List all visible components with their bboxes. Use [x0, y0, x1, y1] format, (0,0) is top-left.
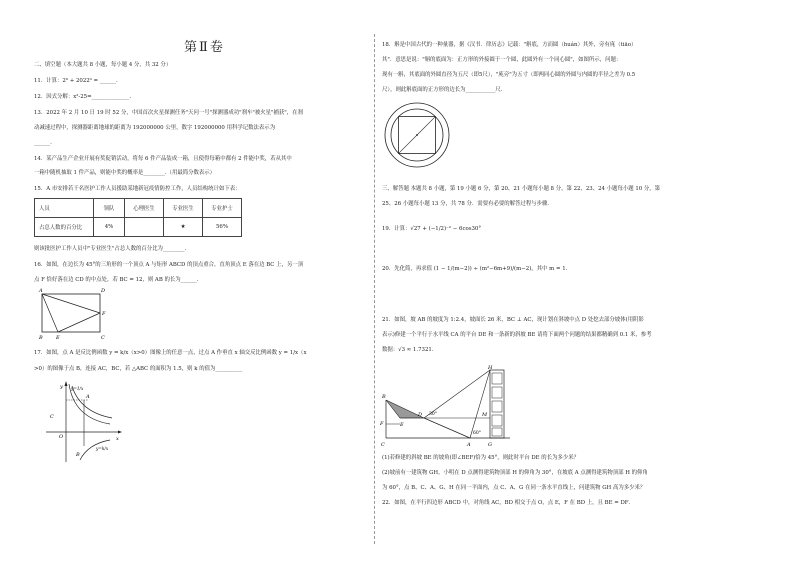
- staff-structure-table: [34, 198, 242, 237]
- question-18-line2: 其"．意思是说："斛的底面为：正方形的外接圆于一个圆，此圆外有一个同心圆"，如图所示，问题：: [382, 57, 622, 63]
- point-C-label: C: [50, 414, 54, 420]
- question-21-part2-line1: (2)坡前有一建筑物 GH，小明在 D 点测得建筑物顶部 H 的仰角为 30°，在坡底 A 点测得建筑物顶部 H 的仰角: [382, 470, 648, 476]
- question-13-line3: ______.: [34, 140, 52, 146]
- right-column: [378, 0, 794, 562]
- question-18-line4: 尺），则此斛底面的正方形的边长为___________尺．: [382, 87, 506, 93]
- question-16-line2: 点 F 恰好落在边 CD 的中点处，若 BC = 12，则 AB 的长为______.: [34, 277, 199, 283]
- label-B: B: [382, 394, 386, 400]
- page-title: 第Ⅱ卷: [184, 40, 225, 55]
- question-13-line1: 13．2022 年 2 月 10 日 19 时 52 分，中国首次火星探测任务"天问一号"探测器成功"刹车"被火星"捕获"，在刹: [34, 110, 303, 116]
- question-11: 11．计算：2⁰ + 2022⁰ = ______.: [34, 78, 118, 84]
- question-15: 15．A 市安排若干名医护工作人员援助某地新冠疫情防控工作，人员结构统计如下表：: [34, 186, 241, 192]
- question-14-line2: 一箱中随机抽取 1 件产品，则能中奖的概率是________.（用最简分数表示）: [34, 170, 216, 176]
- curve-label-kx: y=k/x: [96, 446, 109, 451]
- table-cell: 占总人数的百分比: [35, 218, 94, 237]
- figure-17-hyperbola: [38, 378, 124, 464]
- table-header-cell: 人员: [35, 199, 94, 218]
- point-A-label: A: [86, 394, 90, 400]
- question-21-line3: 数据：√3 ≈ 1.7321．: [382, 347, 438, 353]
- origin-label: O: [59, 434, 64, 440]
- question-18-line3: 现有一斛，其底面的外圆直径为五尺（即5尺），"庣旁"为五寸（即两同心圆的外圆与内圆的半径之差为 0.5: [382, 72, 636, 78]
- table-cell: 4%: [94, 218, 125, 237]
- point-B-label: B: [76, 452, 80, 458]
- table-cell: 56%: [203, 218, 242, 237]
- question-21-part1: (1)若修建的斜坡 BE 的坡角(即∠BEF)恰为 45°，则此时平台 DE 的长为多少米？: [382, 455, 580, 461]
- label-M: M: [482, 412, 488, 418]
- label-G: G: [488, 442, 492, 448]
- figure-16-rectangle: [36, 286, 112, 342]
- question-20: 20．先化简，再求值 (1 − 1/(m−2)) ÷ (m²−6m+9)/(m−2)，其中 m = 1．: [382, 266, 572, 272]
- question-15-answer: 则该批医护工作人员中"专业医生"占总人数的百分比为________.: [34, 246, 187, 252]
- table-header-cell: 心理医生: [125, 199, 164, 218]
- table-row: [35, 218, 242, 237]
- curve-label-1x: y=1/x: [71, 386, 84, 391]
- axis-y-label: y: [60, 384, 63, 390]
- label-H: H: [488, 365, 493, 371]
- label-C: C: [101, 335, 105, 341]
- table-cell: [125, 218, 164, 237]
- label-F: F: [380, 421, 384, 427]
- left-column: [0, 0, 374, 562]
- question-17-line2: >0）的图像于点 B，连接 AC，BC，若 △ABC 的面积为 1.5，则 k 的值为__________: [34, 366, 243, 372]
- table-header-cell: 专业医生: [164, 199, 203, 218]
- question-22: 22．如图，在平行四边形 ABCD 中，对角线 AC，BD 相交于点 O，点 E，F 在 BD 上，且 BE = DF．: [382, 500, 634, 506]
- label-E: E: [400, 422, 404, 428]
- question-21-line2: 表示)修建一个平行于水平线 CA 的平台 DE 和一条新的斜坡 BE 请将下面两个问题的结果都精确到 0.1 米，参考: [382, 332, 652, 338]
- table-cell: ★: [164, 218, 203, 237]
- question-16-line1: 16．如图，在边长为 45°的三角形的一个顶点 A 与矩形 ABCD 的顶点重合，直角顶点 E 落在边 BC 上，另一顶: [34, 262, 304, 268]
- angle-30: 30°: [429, 412, 437, 417]
- question-19: 19．计算：√27 + (−1/2)⁻² − 6cos30°: [382, 226, 482, 232]
- question-18-line1: 18．斛是中国古代的一种量器，据《汉书．律历志》记载："斛底，方而圆（huán）其外，旁有庣（tiāo）: [382, 42, 637, 48]
- question-14-line1: 14．某产品生产企业开展有奖促销活动，将每 6 件产品装成一箱，且使得每箱中都有 2 件能中奖，若从其中: [34, 156, 292, 162]
- table-header-cell: 领队: [94, 199, 125, 218]
- figure-18-hu-measure: [382, 100, 452, 170]
- question-13-line2: 动减速过程中，探测器距离地球的距离为 192000000 公里，数字 192000000 用科学记数法表示为: [34, 125, 276, 131]
- label-B: B: [39, 335, 43, 341]
- question-21-part2-line2: 为 60°，点 B、C、A、G、H 在同一平面内，点 C、A、G 在同一条水平直线上，问建筑物 GH 高为多少米？: [382, 485, 646, 491]
- angle-60: 60°: [473, 431, 481, 436]
- label-A: A: [467, 442, 471, 448]
- section-answer-heading-line2: 25、26 小题每小题 13 分，共 78 分．需要有必要的解答过程与步骤．: [382, 201, 553, 207]
- question-12: 12．因式分解：x²-25=______________.: [34, 94, 132, 100]
- question-17-line1: 17．如图，点 A 是反比例函数 y = k/x（x>0）图像上的任意一点，过点 A 作垂直 x 轴交反比例函数 y = 1/x（x: [34, 350, 307, 356]
- section-answer-heading-line1: 三、解答题 本题共 8 小题，第 19 小题 6 分，第 20、21 小题每小题 8 分，第 22、23、24 小题每小题 10 分，第: [382, 186, 661, 192]
- question-21-line1: 21．如图，坡 AB 的坡度为 1:2.4，坡面长 26 米，BC ⊥ AC，现计划在斜坡中点 D 处挖去部分坡体(用阴影: [382, 317, 644, 323]
- table-header-row: [35, 199, 242, 218]
- label-D: D: [418, 412, 423, 418]
- label-F: F: [102, 311, 106, 317]
- label-C: C: [381, 442, 385, 448]
- label-D: D: [101, 288, 106, 294]
- column-divider: [374, 34, 375, 544]
- table-header-cell: 专业护士: [203, 199, 242, 218]
- label-A: A: [39, 288, 43, 294]
- axis-x-label: x: [116, 436, 119, 442]
- label-E: E: [56, 335, 60, 341]
- figure-21-slope-building: [378, 362, 518, 450]
- section-fill-blank-heading: 二、填空题（本大题共 8 小题，每小题 4 分，共 32 分）: [34, 62, 172, 68]
